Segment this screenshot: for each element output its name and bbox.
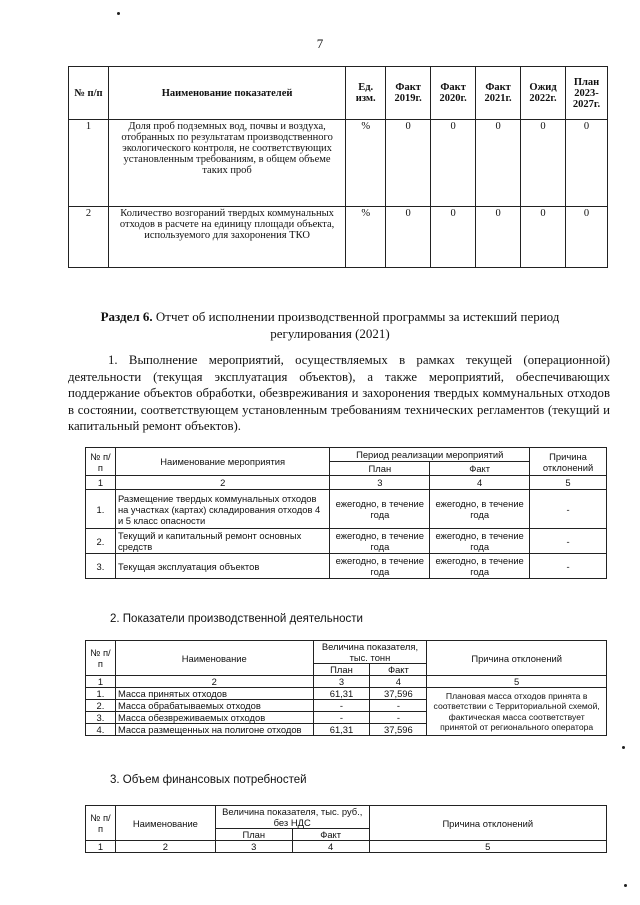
col-header: Причина отклонений	[530, 448, 607, 476]
cell: 0	[386, 207, 431, 268]
cell: 2.	[86, 700, 116, 712]
col-header: Наименование показателей	[108, 67, 345, 120]
cell: 1.	[86, 490, 116, 529]
cell: 5	[530, 476, 607, 490]
cell: 4	[430, 476, 530, 490]
table-row	[86, 554, 607, 579]
col-header: Факт 2020г.	[431, 67, 476, 120]
table-row	[86, 688, 607, 700]
col-header: План	[215, 829, 292, 841]
cell: Масса размещенных на полигоне отходов	[115, 724, 313, 736]
cell: 1.	[86, 688, 116, 700]
cell: 37,596	[370, 688, 427, 700]
section-6-heading	[90, 308, 570, 342]
table-index-row	[86, 841, 607, 853]
cell: 2.	[86, 529, 116, 554]
cell: Масса обрабатываемых отходов	[115, 700, 313, 712]
col-header: № п/п	[86, 448, 116, 476]
indicators-table	[68, 66, 608, 268]
col-header: Наименование мероприятия	[115, 448, 329, 476]
cell: %	[346, 207, 386, 268]
cell: -	[313, 700, 370, 712]
col-header: План	[330, 462, 430, 476]
col-header: № п/п	[86, 806, 116, 841]
cell: 3.	[86, 554, 116, 579]
table-row	[69, 120, 608, 207]
table-index-row	[86, 676, 607, 688]
scan-speck	[622, 746, 625, 749]
col-header: Причина отклонений	[427, 641, 607, 676]
cell: 3	[330, 476, 430, 490]
cell: 0	[431, 207, 476, 268]
cell: -	[530, 490, 607, 529]
cell: 61,31	[313, 724, 370, 736]
table-header-row	[69, 67, 608, 120]
table-header-row	[86, 448, 607, 462]
cell: Количество возгораний твердых коммунальных отходов в расчете на единицу площади объекта, используемого для захоронения ТКО	[108, 207, 345, 268]
cell: 1	[69, 120, 109, 207]
col-header: Ед. изм.	[346, 67, 386, 120]
cell: ежегодно, в течение года	[430, 554, 530, 579]
cell: Масса принятых отходов	[115, 688, 313, 700]
cell: Доля проб подземных вод, почвы и воздуха, отобранных по результатам производственного экологического контроля, не соответствующих установленным требованиям, в общем объеме таких проб	[108, 120, 345, 207]
cell: -	[530, 529, 607, 554]
col-header: Период реализации мероприятий	[330, 448, 530, 462]
cell: 0	[476, 120, 521, 207]
col-header: Наименование	[115, 641, 313, 676]
cell: 0	[566, 207, 608, 268]
cell: 1	[86, 476, 116, 490]
cell: 1	[86, 676, 116, 688]
cell: 3	[313, 676, 370, 688]
scan-speck	[117, 12, 120, 15]
col-header: Факт 2019г.	[386, 67, 431, 120]
paragraph-1-text: 1. Выполнение мероприятий, осуществляемых в рамках текущей (операционной) деятельности (текущая эксплуатация объектов), а также мероприятий, обеспечивающих поддержание объектов обработки, обезвреживания и захоронения твердых коммунальных отходов в состоянии, соответствующем установленным требованиям технических регламентов (текущий и капитальный ремонт объектов).	[68, 353, 610, 433]
col-header: № п/п	[69, 67, 109, 120]
cell: -	[370, 712, 427, 724]
cell: 5	[369, 841, 606, 853]
cell: 2	[115, 476, 329, 490]
cell: ежегодно, в течение года	[430, 490, 530, 529]
cell: 61,31	[313, 688, 370, 700]
table-row	[86, 529, 607, 554]
cell: Размещение твердых коммунальных отходов на участках (картах) складирования отходов 4 и 5 класс опасности	[115, 490, 329, 529]
section-3-title: 3. Объем финансовых потребностей	[110, 774, 307, 786]
col-header: Ожид 2022г.	[521, 67, 566, 120]
financial-needs-table	[85, 805, 607, 853]
cell: 4	[292, 841, 369, 853]
production-indicators-table	[85, 640, 607, 736]
cell: 2	[115, 676, 313, 688]
col-header: Наименование	[115, 806, 215, 841]
section-6-label: Раздел 6.	[100, 309, 153, 324]
cell: 0	[431, 120, 476, 207]
cell: 4.	[86, 724, 116, 736]
cell: Текущий и капитальный ремонт основных средств	[115, 529, 329, 554]
cell: 0	[521, 207, 566, 268]
cell: 5	[427, 676, 607, 688]
section-2-title: 2. Показатели производственной деятельности	[110, 613, 363, 625]
section-6-title: Отчет об исполнении производственной программы за истекший период регулирования (2021)	[155, 309, 560, 341]
reason-cell: Плановая масса отходов принята в соответствии с Территориальной схемой, фактическая масса соответствует принятой от регионального оператора	[427, 688, 607, 736]
col-header: План	[313, 664, 370, 676]
table-row	[86, 490, 607, 529]
cell: 2	[115, 841, 215, 853]
cell: 4	[370, 676, 427, 688]
cell: -	[313, 712, 370, 724]
cell: 3	[215, 841, 292, 853]
cell: 2	[69, 207, 109, 268]
cell: 0	[566, 120, 608, 207]
cell: 37,596	[370, 724, 427, 736]
page-number: 7	[316, 36, 324, 51]
paragraph-1	[68, 352, 610, 435]
col-header: Факт	[370, 664, 427, 676]
cell: 1	[86, 841, 116, 853]
cell: 0	[386, 120, 431, 207]
cell: 0	[476, 207, 521, 268]
cell: ежегодно, в течение года	[330, 554, 430, 579]
measures-table	[85, 447, 607, 579]
cell: ежегодно, в течение года	[330, 529, 430, 554]
table-header-row	[86, 806, 607, 829]
col-header: Причина отклонений	[369, 806, 606, 841]
col-header: Факт	[430, 462, 530, 476]
table-index-row	[86, 476, 607, 490]
table-header-row	[86, 641, 607, 664]
cell: Масса обезвреживаемых отходов	[115, 712, 313, 724]
cell: 3.	[86, 712, 116, 724]
col-header: Величина показателя, тыс. руб., без НДС	[215, 806, 369, 829]
cell: 0	[521, 120, 566, 207]
col-header: Величина показателя, тыс. тонн	[313, 641, 427, 664]
cell: ежегодно, в течение года	[330, 490, 430, 529]
col-header: План 2023-2027г.	[566, 67, 608, 120]
scan-speck	[624, 884, 627, 887]
cell: ежегодно, в течение года	[430, 529, 530, 554]
cell: %	[346, 120, 386, 207]
col-header: Факт 2021г.	[476, 67, 521, 120]
cell: -	[530, 554, 607, 579]
col-header: № п/п	[86, 641, 116, 676]
cell: -	[370, 700, 427, 712]
table-row	[69, 207, 608, 268]
col-header: Факт	[292, 829, 369, 841]
cell: Текущая эксплуатация объектов	[115, 554, 329, 579]
